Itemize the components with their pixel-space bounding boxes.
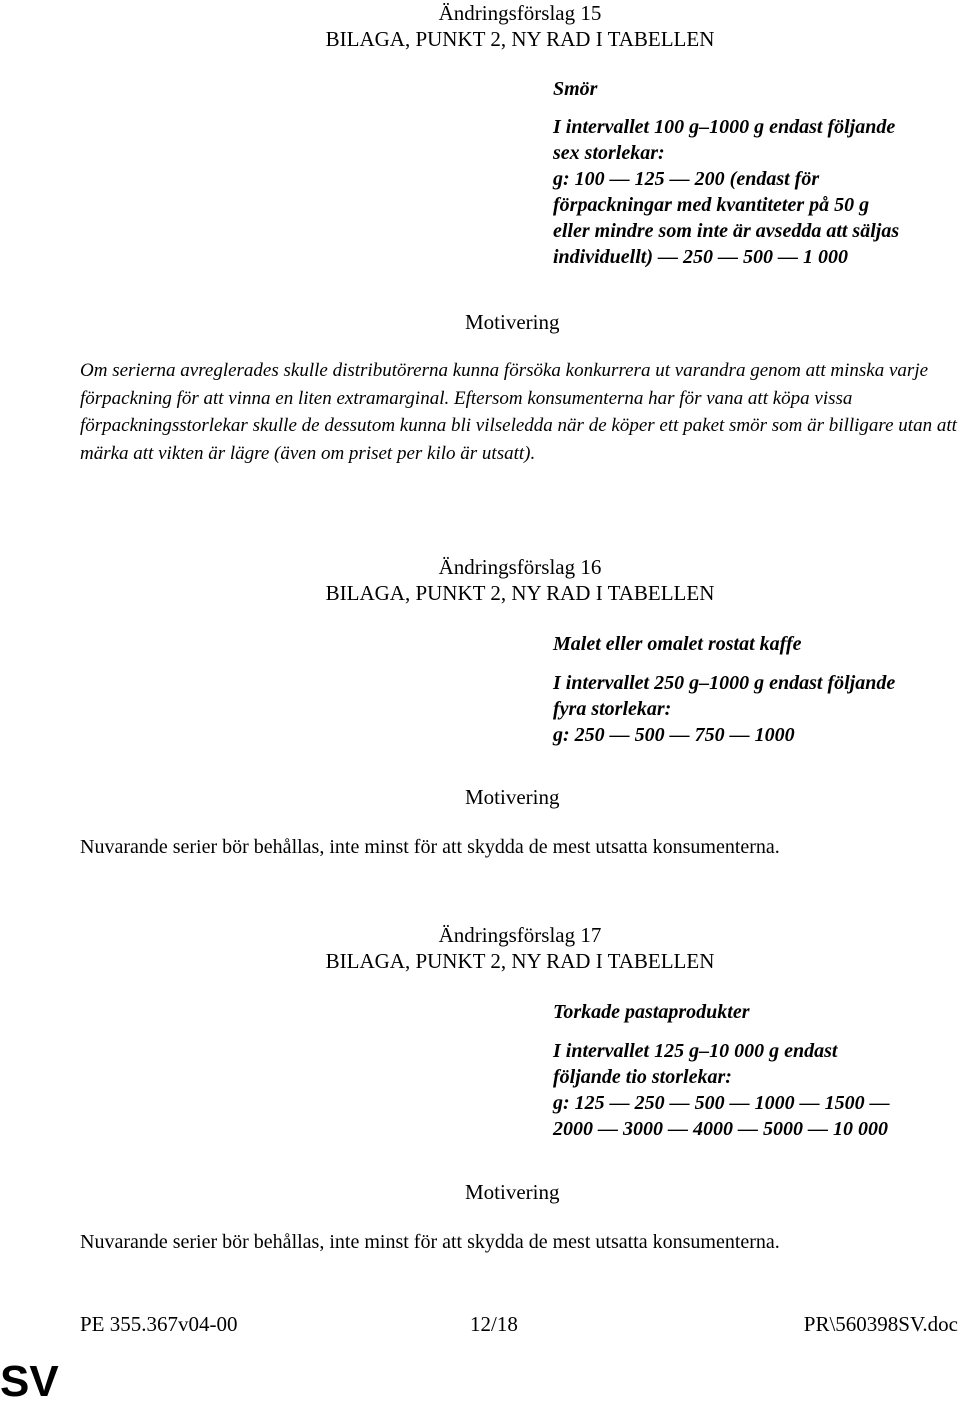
amendment-17-reference: BILAGA, PUNKT 2, NY RAD I TABELLEN xyxy=(325,949,715,973)
footer-file-name: PR\560398SV.doc xyxy=(803,1312,958,1336)
range-line: g: 100 — 125 — 200 (endast för xyxy=(553,168,820,190)
amendment-16-heading: Ändringsförslag 16 xyxy=(438,555,602,579)
amendment-17-justification: Nuvarande serier bör behållas, inte minst för att skydda de mest utsatta konsumenterna. xyxy=(80,1231,780,1253)
amendment-15-motivation-label: Motivering xyxy=(465,310,560,334)
range-line: förpackningar med kvantiteter på 50 g xyxy=(553,194,870,216)
range-line: fyra storlekar: xyxy=(553,698,672,720)
amendment-17-motivation-label: Motivering xyxy=(465,1180,560,1204)
amendment-15-range xyxy=(553,114,953,270)
amendment-17-range xyxy=(553,1038,953,1142)
amendment-16-range xyxy=(553,670,953,748)
language-code: SV xyxy=(0,1357,59,1406)
amendment-15-reference: BILAGA, PUNKT 2, NY RAD I TABELLEN xyxy=(325,27,715,51)
amendment-16-product: Malet eller omalet rostat kaffe xyxy=(553,633,802,655)
amendment-15-heading: Ändringsförslag 15 xyxy=(438,1,602,25)
range-line: individuellt) — 250 — 500 — 1 000 xyxy=(553,246,848,268)
amendment-16-reference: BILAGA, PUNKT 2, NY RAD I TABELLEN xyxy=(325,581,715,605)
range-line: I intervallet 250 g–1000 g endast följande xyxy=(553,672,896,694)
range-line: g: 250 — 500 — 750 — 1000 xyxy=(553,724,795,746)
range-line: g: 125 — 250 — 500 — 1000 — 1500 — xyxy=(553,1092,890,1114)
range-line: 2000 — 3000 — 4000 — 5000 — 10 000 xyxy=(553,1118,888,1140)
amendment-17-heading: Ändringsförslag 17 xyxy=(438,923,602,947)
footer-doc-reference: PE 355.367v04-00 xyxy=(80,1312,238,1336)
range-line: eller mindre som inte är avsedda att säljas xyxy=(553,220,900,242)
amendment-16-motivation-label: Motivering xyxy=(465,785,560,809)
range-line: I intervallet 125 g–10 000 g endast xyxy=(553,1040,838,1062)
range-line: I intervallet 100 g–1000 g endast följande xyxy=(553,116,896,138)
amendment-16-justification: Nuvarande serier bör behållas, inte minst för att skydda de mest utsatta konsumenterna. xyxy=(80,836,780,858)
amendment-17-product: Torkade pastaprodukter xyxy=(553,1001,750,1023)
amendment-15-product: Smör xyxy=(553,78,598,100)
range-line: sex storlekar: xyxy=(553,142,665,164)
amendment-15-justification: Om serierna avreglerades skulle distributörerna kunna försöka konkurrera ut varandra genom att minska varje förpackning för att vinna en liten extramarginal. Eftersom konsumenterna har för vana att köpa vissa förpackningsstorlekar skulle de dessutom kunna bli vilseledda när de köper ett paket smör som är billigare utan att märka att vikten är lägre (även om priset per kilo är utsatt). xyxy=(80,360,957,464)
range-line: följande tio storlekar: xyxy=(553,1066,732,1088)
footer-page-number: 12/18 xyxy=(470,1312,518,1336)
